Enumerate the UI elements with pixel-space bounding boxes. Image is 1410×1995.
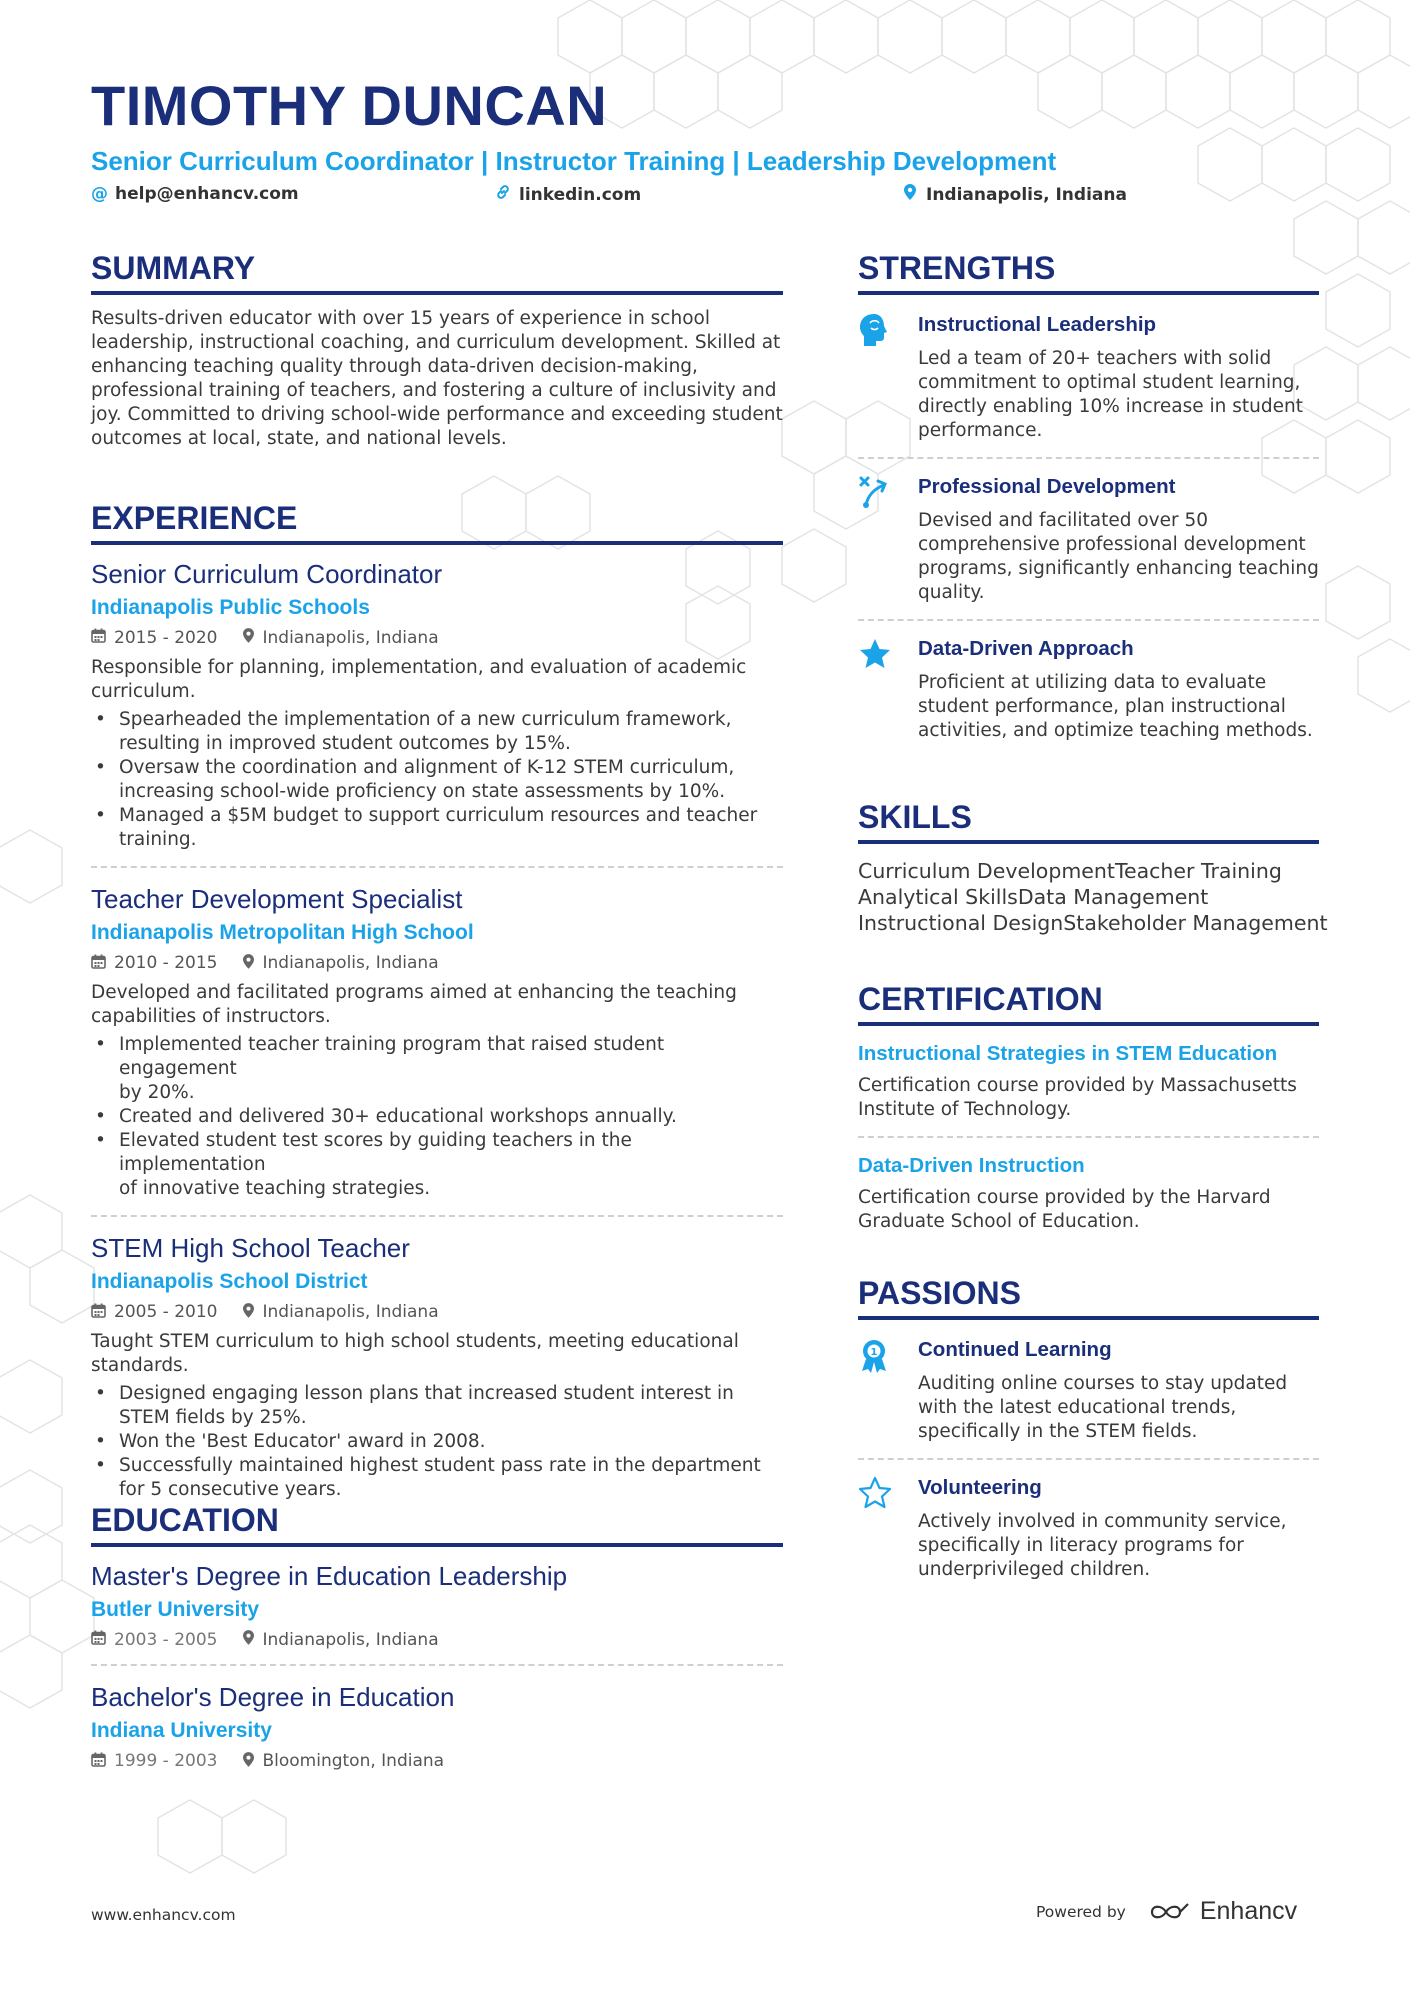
skills-title: SKILLS: [858, 799, 1319, 844]
passions-title: PASSIONS: [858, 1275, 1319, 1320]
strengths-section: [858, 250, 1319, 743]
svg-text:1: 1: [870, 1346, 878, 1358]
contact-email[interactable]: [91, 184, 299, 204]
summary-line: professional training of teachers, and fostering a culture of inclusivity and: [91, 379, 777, 401]
certification-name: Data-Driven Instruction: [858, 1153, 1085, 1177]
job-organization: Indianapolis Metropolitan High School: [91, 921, 474, 945]
job-title: STEM High School Teacher: [91, 1233, 410, 1264]
divider: [91, 1664, 783, 1666]
calendar-icon: [91, 628, 106, 647]
job-location: Indianapolis, Indiana: [262, 627, 439, 648]
skills-list: [858, 858, 1328, 936]
strength-title: Instructional Leadership: [918, 312, 1157, 336]
job-description-line: Developed and facilitated programs aimed at enhancing the teaching: [91, 982, 737, 1004]
education-meta: [91, 1630, 783, 1650]
passion-description: Actively involved in community service, specifically in literacy programs for underprivileged children.: [918, 1510, 1287, 1580]
map-pin-icon: [243, 1303, 254, 1322]
job-description: [91, 1330, 783, 1378]
job-dates: 2015 - 2020: [114, 627, 218, 648]
experience-entry: [91, 1233, 783, 1502]
certification-section: [858, 981, 1319, 1234]
map-pin-icon: [902, 184, 918, 205]
job-title: Teacher Development Specialist: [91, 883, 463, 914]
education-meta: [91, 1751, 783, 1771]
strength-description: Devised and facilitated over 50 comprehensive professional development programs, significantly enhancing teaching quality.: [918, 509, 1319, 603]
passions-section: [858, 1275, 1319, 1582]
bullet-item: • Managed a $5M budget to support curriculum resources and teacher training.: [91, 804, 783, 852]
divider: [858, 619, 1319, 621]
bullet-item: • Spearheaded the implementation of a new curriculum framework, resulting in improved student outcomes by 15%.: [91, 708, 783, 756]
link-icon: [495, 184, 511, 205]
job-description-line: curriculum.: [91, 680, 196, 702]
contact-linkedin[interactable]: [495, 184, 641, 205]
job-title: Senior Curriculum Coordinator: [91, 558, 443, 589]
job-description: [91, 981, 783, 1029]
job-location: Indianapolis, Indiana: [262, 1302, 439, 1323]
experience-title: EXPERIENCE: [91, 500, 783, 545]
divider: [858, 457, 1319, 459]
job-description-line: Responsible for planning, implementation, and evaluation of academic: [91, 656, 747, 678]
footer-website[interactable]: www.enhancv.com: [91, 1906, 236, 1924]
skills-line: Instructional DesignStakeholder Management: [858, 910, 1328, 935]
skills-section: [858, 799, 1328, 936]
star-filled-icon: [858, 637, 918, 743]
experience-section: [91, 500, 783, 1502]
bullet-item: • Created and delivered 30+ educational workshops annually.: [91, 1105, 783, 1129]
summary-section: [91, 250, 783, 451]
strength-item: [858, 313, 1319, 443]
job-location: Indianapolis, Indiana: [262, 953, 439, 974]
strength-description: Proficient at utilizing data to evaluate student performance, plan instructional activities, and optimize teaching methods.: [918, 671, 1313, 741]
experience-entry: [91, 559, 783, 852]
bullet-item: • Oversaw the coordination and alignment of K-12 STEM curriculum, increasing school-wide proficiency on state assessments by 10%.: [91, 756, 783, 804]
calendar-icon: [91, 1630, 106, 1649]
star-outline-icon: [858, 1476, 918, 1582]
bullet-item: • Won the 'Best Educator' award in 2008.: [91, 1430, 783, 1454]
job-dates: 2005 - 2010: [114, 1302, 218, 1323]
school-name: Butler University: [91, 1597, 260, 1621]
summary-line: leadership, instructional coaching, and curriculum development. Skilled at: [91, 331, 781, 353]
strength-item: [858, 637, 1319, 743]
bullet-item: • Implemented teacher training program that raised student engagement by 20%.: [91, 1033, 783, 1105]
enhancv-logo[interactable]: [1148, 1897, 1297, 1926]
summary-line: joy. Committed to driving school-wide performance and exceeding student: [91, 403, 783, 425]
job-bullets: [91, 1033, 783, 1201]
education-section: [91, 1502, 783, 1771]
brand-name: Enhancv: [1199, 1897, 1298, 1925]
strengths-title: STRENGTHS: [858, 250, 1319, 295]
divider: [858, 1136, 1319, 1138]
summary-line: outcomes at local, state, and national levels.: [91, 427, 507, 449]
education-entry: [91, 1561, 783, 1650]
job-organization: Indianapolis School District: [91, 1270, 368, 1294]
job-description: [91, 656, 783, 704]
passion-item: [858, 1338, 1319, 1444]
job-organization: Indianapolis Public Schools: [91, 595, 370, 619]
degree-title: Bachelor's Degree in Education: [91, 1681, 455, 1712]
certification-entry: [858, 1042, 1319, 1122]
job-meta: [91, 628, 783, 648]
summary-line: Results-driven educator with over 15 years of experience in school: [91, 307, 710, 329]
skills-line: Curriculum DevelopmentTeacher Training: [858, 858, 1282, 883]
bullet-item: • Successfully maintained highest student pass rate in the department for 5 consecutive years.: [91, 1454, 783, 1502]
degree-title: Master's Degree in Education Leadership: [91, 1560, 568, 1591]
map-pin-icon: [243, 628, 254, 647]
email-text[interactable]: help@enhancv.com: [115, 184, 299, 204]
linkedin-text[interactable]: linkedin.com: [519, 184, 642, 205]
education-entry: [91, 1682, 783, 1771]
divider: [91, 866, 783, 868]
head-icon: [858, 313, 918, 443]
bullet-item: • Designed engaging lesson plans that increased student interest in STEM fields by 25%.: [91, 1382, 783, 1430]
candidate-name: TIMOTHY DUNCAN: [91, 74, 608, 137]
powered-by-label: Powered by: [1036, 1902, 1126, 1921]
footer-branding[interactable]: [1036, 1897, 1297, 1926]
job-meta: [91, 953, 783, 973]
strategy-icon: [858, 475, 918, 605]
calendar-icon: [91, 1303, 106, 1322]
education-dates: 1999 - 2003: [114, 1751, 218, 1772]
map-pin-icon: [243, 954, 254, 973]
education-title: EDUCATION: [91, 1502, 783, 1547]
strength-description: Led a team of 20+ teachers with solid commitment to optimal student learning, directly enabling 10% increase in student performance.: [918, 347, 1303, 441]
enhancv-logo-icon: [1148, 1901, 1192, 1923]
at-sign-icon: @: [91, 184, 108, 204]
passion-description: Auditing online courses to stay updated with the latest educational trends, specifically in the STEM fields.: [918, 1372, 1288, 1442]
education-dates: 2003 - 2005: [114, 1629, 218, 1650]
certification-description: Certification course provided by the Harvard Graduate School of Education.: [858, 1186, 1271, 1232]
passion-title: Continued Learning: [918, 1337, 1112, 1361]
job-bullets: [91, 1382, 783, 1502]
job-bullets: [91, 708, 783, 852]
summary-title: SUMMARY: [91, 250, 783, 295]
passion-title: Volunteering: [918, 1475, 1042, 1499]
skills-line: Analytical SkillsData Management: [858, 884, 1209, 909]
certification-entry: [858, 1154, 1319, 1234]
location-text: Indianapolis, Indiana: [926, 184, 1127, 205]
certification-description: Certification course provided by Massachusetts Institute of Technology.: [858, 1074, 1297, 1120]
passion-item: [858, 1476, 1319, 1582]
divider: [858, 1458, 1319, 1460]
experience-entry: [91, 884, 783, 1201]
certification-name: Instructional Strategies in STEM Education: [858, 1041, 1278, 1065]
bullet-item: • Elevated student test scores by guiding teachers in the implementation of innovative teaching strategies.: [91, 1129, 783, 1201]
award-ribbon-icon: [858, 1338, 918, 1444]
certification-title: CERTIFICATION: [858, 981, 1319, 1026]
job-meta: [91, 1302, 783, 1322]
education-location: Indianapolis, Indiana: [262, 1629, 439, 1650]
calendar-icon: [91, 1752, 106, 1771]
summary-text: [91, 307, 783, 451]
candidate-tagline: Senior Curriculum Coordinator | Instructor Training | Leadership Development: [91, 146, 1057, 176]
job-description-line: standards.: [91, 1355, 189, 1377]
job-description-line: Taught STEM curriculum to high school students, meeting educational: [91, 1331, 739, 1353]
strength-title: Data-Driven Approach: [918, 636, 1134, 660]
job-dates: 2010 - 2015: [114, 953, 218, 974]
contact-location: [902, 184, 1127, 205]
summary-line: enhancing teaching quality through data-driven decision-making,: [91, 355, 698, 377]
education-location: Bloomington, Indiana: [262, 1751, 445, 1772]
calendar-icon: [91, 954, 106, 973]
map-pin-icon: [243, 1630, 254, 1649]
school-name: Indiana University: [91, 1719, 272, 1743]
job-description-line: capabilities of instructors.: [91, 1006, 331, 1028]
strength-item: [858, 475, 1319, 605]
map-pin-icon: [243, 1752, 254, 1771]
strength-title: Professional Development: [918, 474, 1176, 498]
divider: [91, 1215, 783, 1217]
